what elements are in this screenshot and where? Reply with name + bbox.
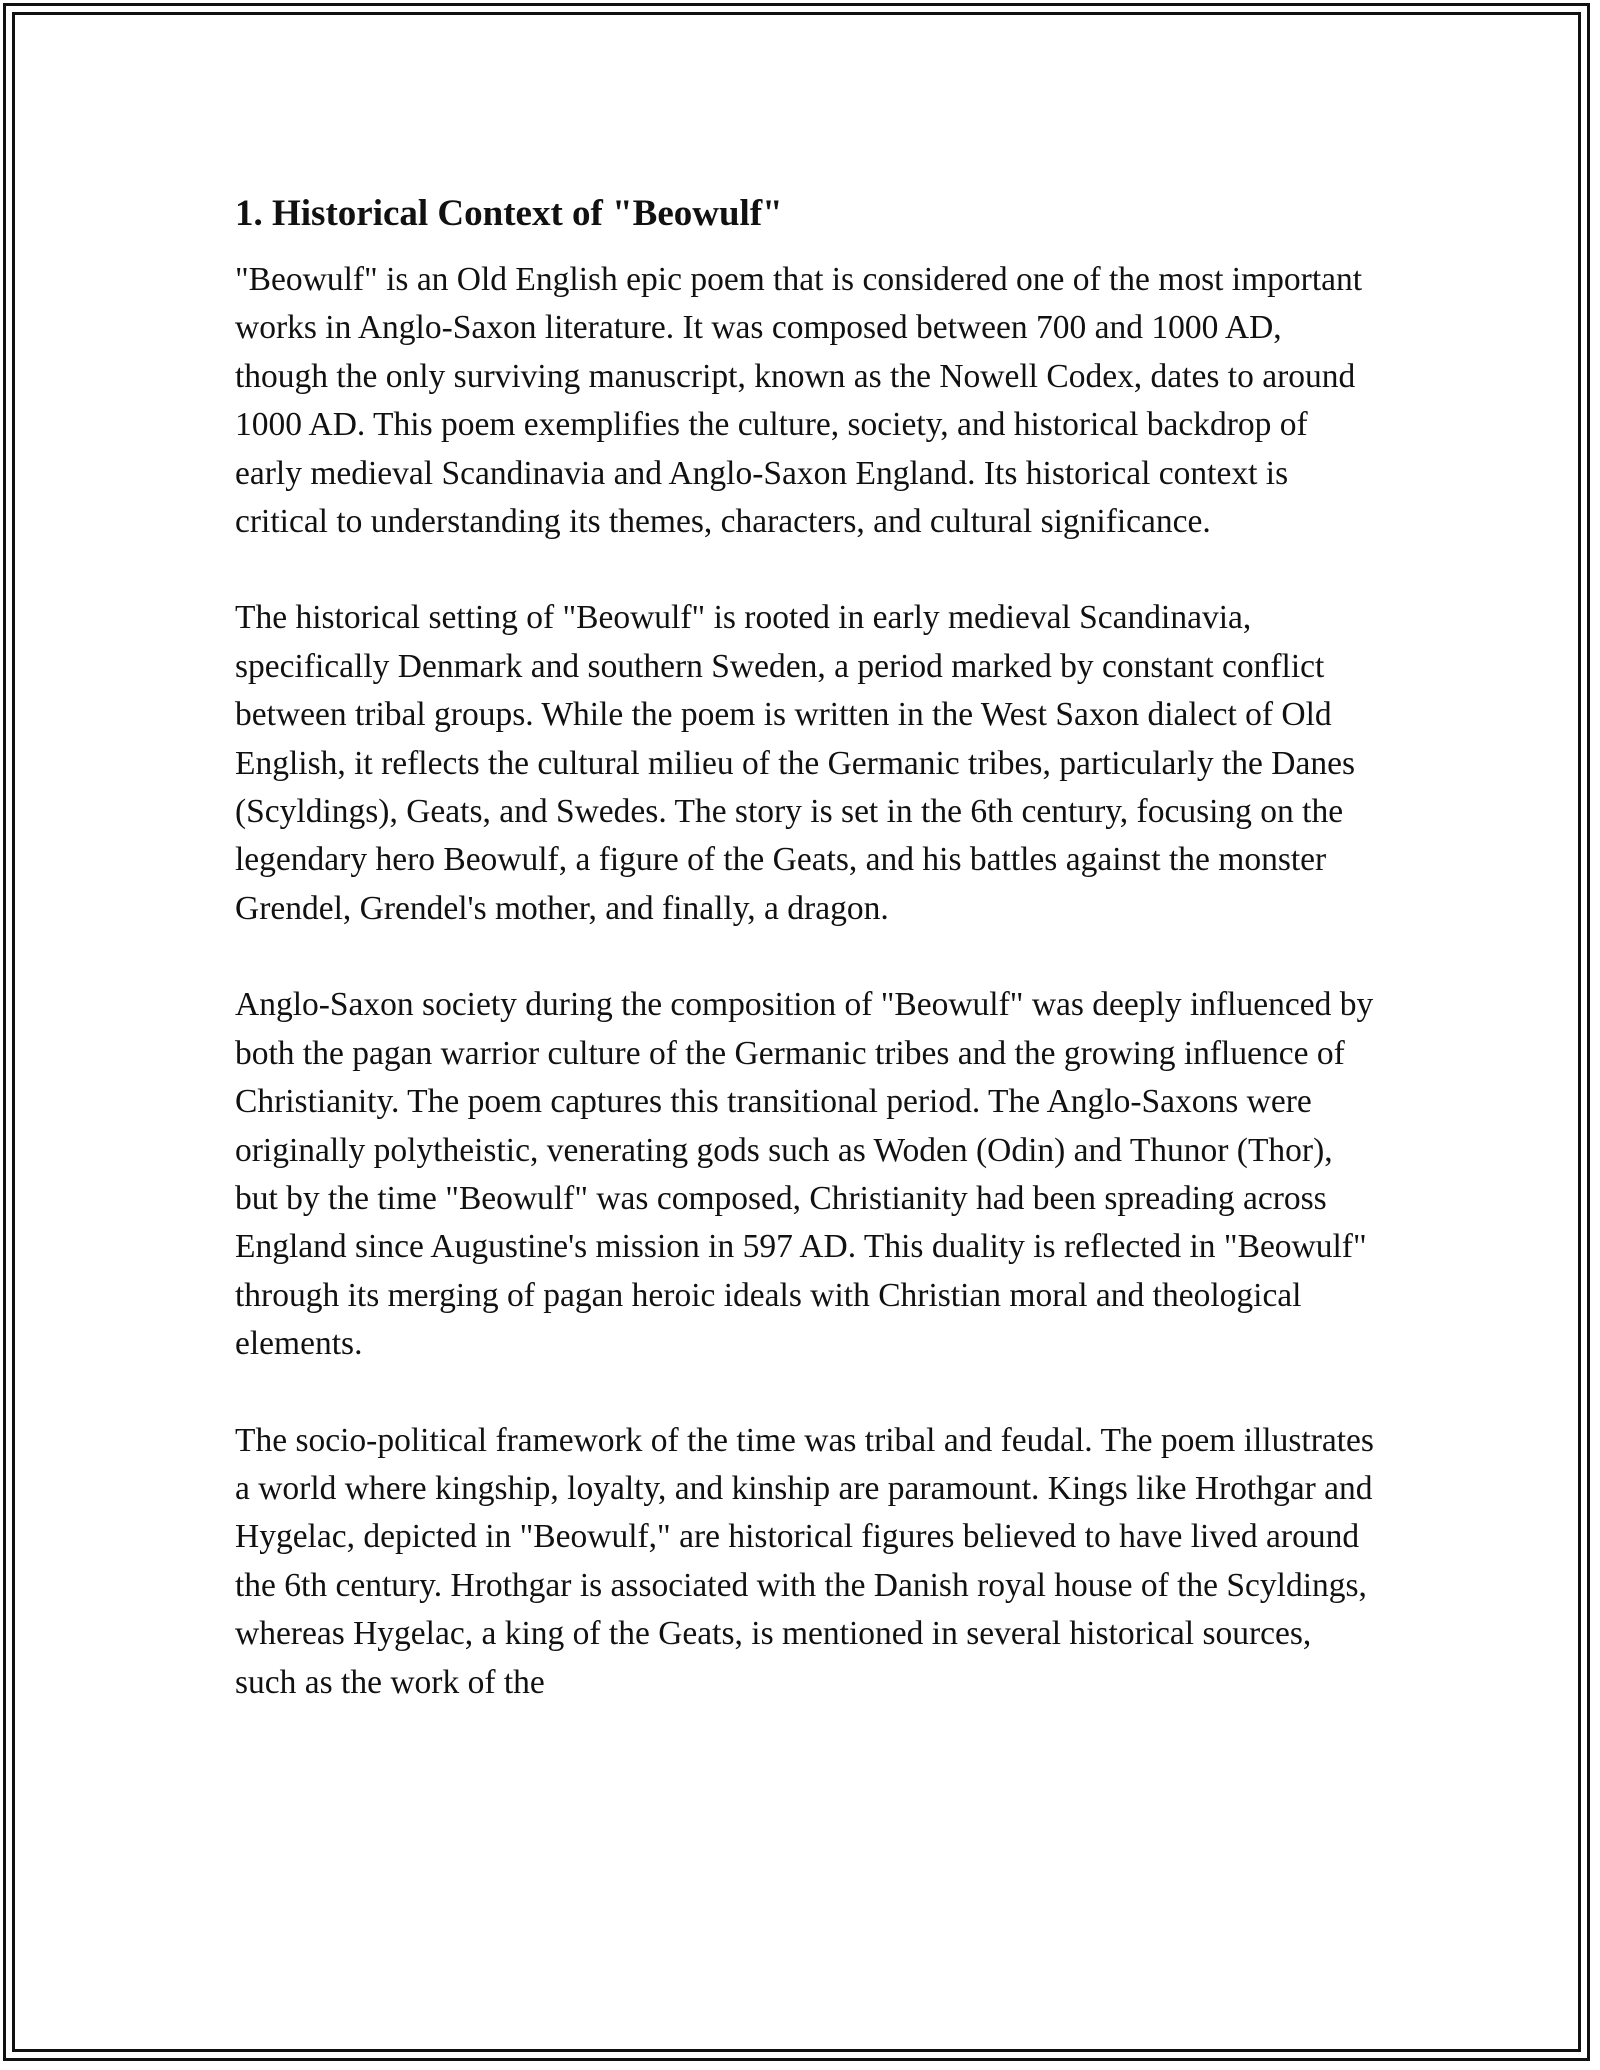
paragraph-3: Anglo-Saxon society during the composition of "Beowulf" was deeply influenced by both the pagan warrior culture of the Germanic tribes and the growing influence of Christianity. The poem captures this transitional period. The Anglo-Saxons were originally polytheistic, venerating gods such as Woden (Odin) and Thunor (Thor), but by the time "Beowulf" was composed, Christianity had been spreading across England since Augustine's mission in 597 AD. This duality is reflected in "Beowulf" through its merging of pagan heroic ideals with Christian moral and theological elements.: [235, 986, 1374, 1363]
paragraph-4: The socio-political framework of the time was tribal and feudal. The poem illustrates a world where kingship, loyalty, and kinship are paramount. Kings like Hrothgar and Hygelac, depicted in "Beowulf," are historical figures believed to have lived around the 6th century. Hrothgar is associated with the Danish royal house of the Scyldings, whereas Hygelac, a king of the Geats, is mentioned in several historical sources, such as the work of the: [235, 1421, 1374, 1701]
paragraph-1: "Beowulf" is an Old English epic poem that is considered one of the most important works in Anglo-Saxon literature. It was composed between 700 and 1000 AD, though the only surviving manuscript, known as the Nowell Codex, dates to around 1000 AD. This poem exemplifies the culture, society, and historical backdrop of early medieval Scandinavia and Anglo-Saxon England. Its historical context is critical to understanding its themes, characters, and cultural significance.: [235, 261, 1363, 541]
section-heading: 1. Historical Context of "Beowulf": [235, 193, 783, 234]
document-body: [235, 186, 1375, 1755]
paragraph-2: The historical setting of "Beowulf" is rooted in early medieval Scandinavia, specifically Denmark and southern Sweden, a period marked by constant conflict between tribal groups. While the poem is written in the West Saxon dialect of Old English, it reflects the cultural milieu of the Germanic tribes, particularly the Danes (Scyldings), Geats, and Swedes. The story is set in the 6th century, focusing on the legendary hero Beowulf, a figure of the Geats, and his battles against the monster Grendel, Grendel's mother, and finally, a dragon.: [235, 599, 1356, 927]
